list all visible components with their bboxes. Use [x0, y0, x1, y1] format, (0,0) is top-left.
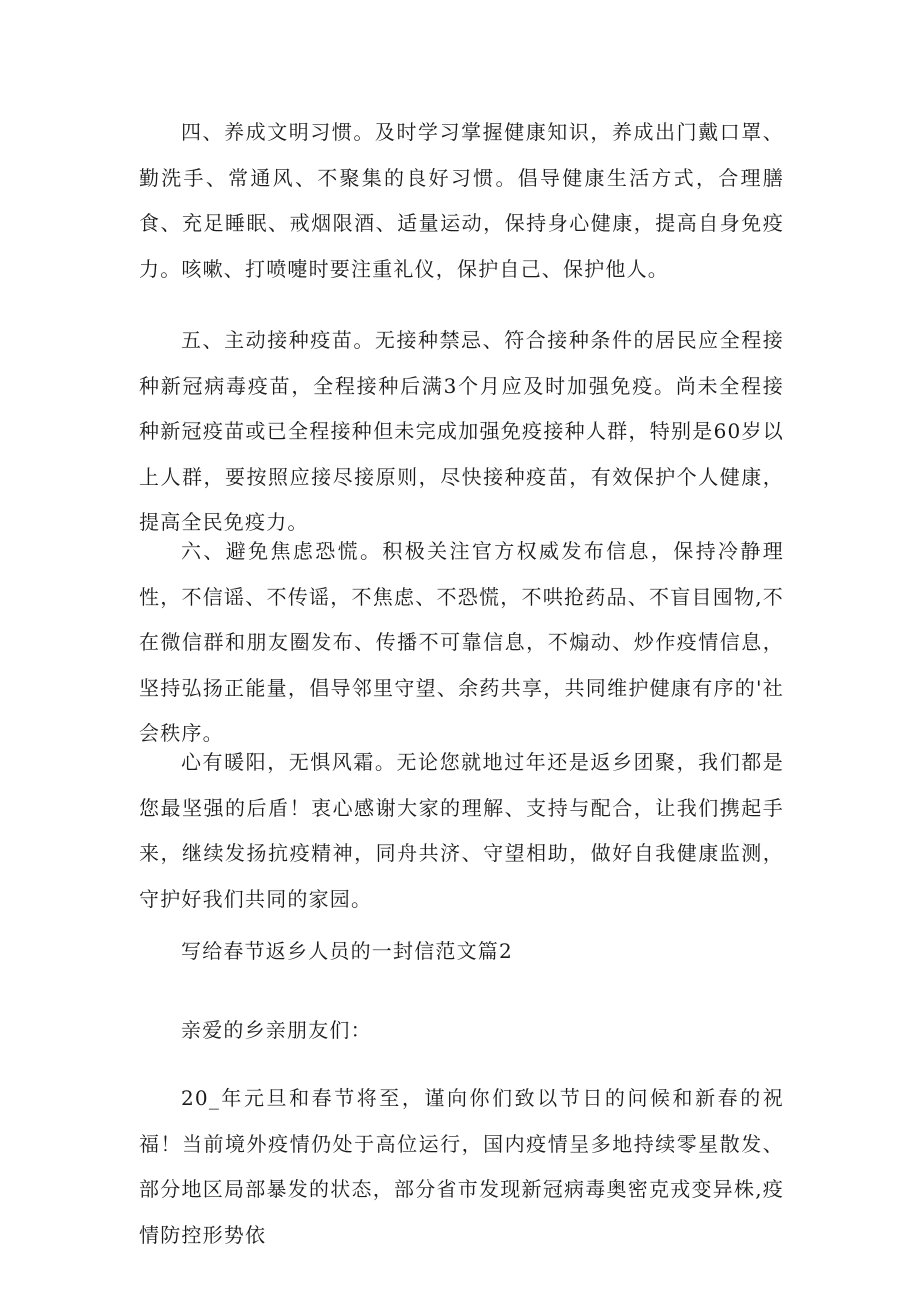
paragraph-closing-wishes: 心有暖阳，无惧风霜。无论您就地过年还是返乡团聚，我们都是您最坚强的后盾！衷心感谢大家的理解、支持与配合，让我们携起手来，继续发扬抗疫精神，同舟共济、守望相助，做好自我健康监测，守护好我们共同的家园。 — [139, 750, 784, 911]
section-title: 写给春节返乡人员的一封信范文篇2 — [181, 939, 513, 963]
paragraph-vaccination: 五、主动接种疫苗。无接种禁忌、符合接种条件的居民应全程接种新冠病毒疫苗，全程接种后满3个月应及时加强免疫。尚未全程接种新冠疫苗或已全程接种但未完成加强免疫接种人群，特别是60岁以上人群，要按照应接尽接原则，尽快接种疫苗，有效保护个人健康，提高全民免疫力。 — [139, 328, 784, 534]
paragraph-new-year-greeting: 20_年元旦和春节将至，谨向你们致以节日的问候和新春的祝福！当前境外疫情仍处于高位运行，国内疫情呈多地持续零星散发、部分地区局部暴发的状态，部分省市发现新冠病毒奥密克戎变异株,疫情防控形势依 — [139, 1086, 784, 1247]
paragraph-avoid-panic: 六、避免焦虑恐慌。积极关注官方权威发布信息，保持冷静理性，不信谣、不传谣，不焦虑、不恐慌，不哄抢药品、不盲目囤物,不在微信群和朋友圈发布、传播不可靠信息，不煽动、炒作疫情信息，坚持弘扬正能量，倡导邻里守望、余药共享，共同维护健康有序的'社会秩序。 — [139, 539, 784, 745]
paragraph-civilized-habits: 四、养成文明习惯。及时学习掌握健康知识，养成出门戴口罩、勤洗手、常通风、不聚集的良好习惯。倡导健康生活方式，合理膳食、充足睡眠、戒烟限酒、适量运动，保持身心健康，提高自身免疫力。咳嗽、打喷嚏时要注重礼仪，保护自己、保护他人。 — [139, 120, 784, 281]
salutation: 亲爱的乡亲朋友们： — [181, 1018, 372, 1042]
